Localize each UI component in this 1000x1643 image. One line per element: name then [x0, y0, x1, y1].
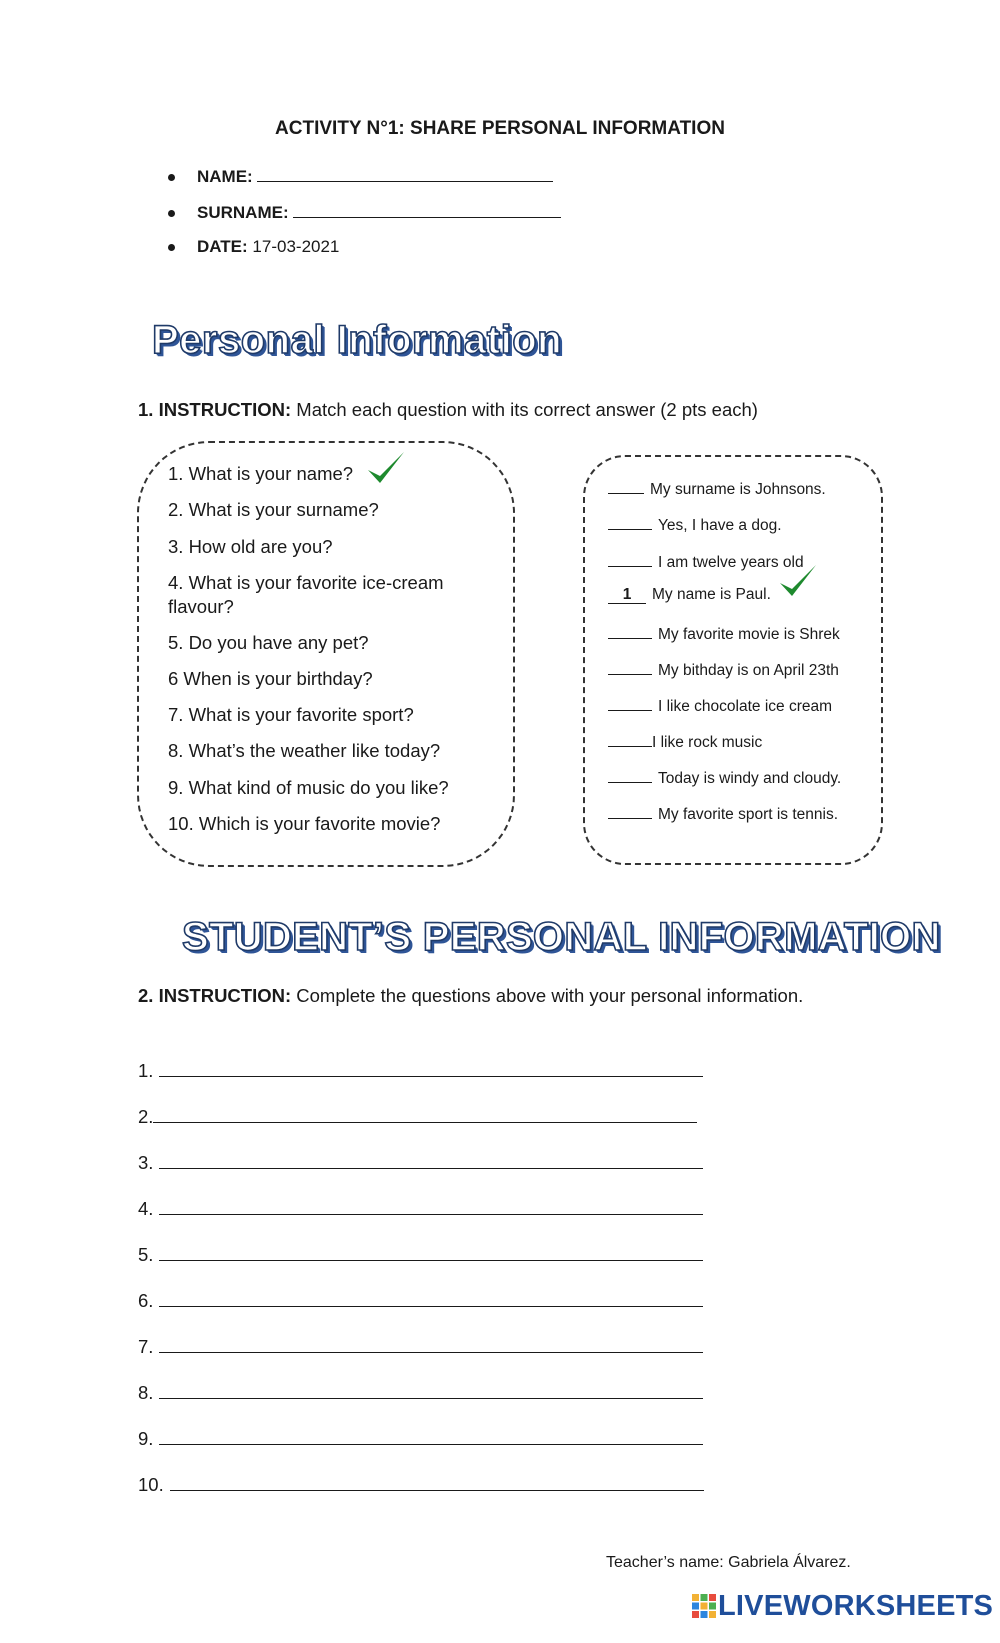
answer-blank[interactable] — [608, 513, 652, 530]
bullet-icon — [168, 244, 175, 251]
instruction-1-label: 1. INSTRUCTION: — [138, 399, 292, 420]
answer-row — [608, 658, 839, 680]
answer-text: My favorite movie is Shrek — [658, 626, 840, 643]
answer-row — [608, 622, 840, 644]
question-5: 5. Do you have any pet? — [168, 632, 369, 653]
answer-blank[interactable] — [608, 622, 652, 639]
instruction-2-label: 2. INSTRUCTION: — [138, 985, 292, 1006]
name-label: NAME: — [197, 167, 253, 186]
logo-grid-icon — [692, 1594, 716, 1618]
answer-text: I like rock music — [652, 734, 763, 751]
answer-row — [608, 694, 832, 716]
answer-line-3 — [138, 1150, 703, 1174]
answer-text: My favorite sport is tennis. — [658, 806, 839, 823]
answer-row — [608, 730, 762, 752]
surname-label: SURNAME: — [197, 203, 289, 222]
question-3: 3. How old are you? — [168, 536, 333, 557]
answer-line-input[interactable] — [159, 1426, 703, 1445]
answer-text: My surname is Johnsons. — [650, 481, 826, 498]
answer-line-10 — [138, 1472, 704, 1496]
name-input[interactable] — [257, 165, 553, 182]
answer-blank[interactable] — [608, 477, 644, 494]
name-field — [168, 165, 553, 187]
instruction-2 — [138, 985, 803, 1007]
answer-blank[interactable] — [608, 766, 652, 783]
line-number: 1. — [138, 1060, 154, 1081]
answer-line-9 — [138, 1426, 703, 1450]
page-title: ACTIVITY N°1: SHARE PERSONAL INFORMATION — [275, 118, 725, 139]
line-number: 3. — [138, 1152, 154, 1173]
date-value: 17-03-2021 — [252, 237, 340, 256]
answer-line-input[interactable] — [159, 1288, 703, 1307]
answer-row — [608, 513, 782, 535]
line-number: 10. — [138, 1474, 164, 1495]
date-field — [168, 237, 339, 257]
line-number: 4. — [138, 1198, 154, 1219]
question-7: 7. What is your favorite sport? — [168, 704, 414, 725]
liveworksheets-logo — [692, 1590, 993, 1623]
line-number: 8. — [138, 1382, 154, 1403]
question-10: 10. Which is your favorite movie? — [168, 813, 441, 834]
answer-line-input[interactable] — [159, 1058, 703, 1077]
answer-line-input[interactable] — [159, 1334, 703, 1353]
answer-line-4 — [138, 1196, 703, 1220]
line-number: 2. — [138, 1106, 154, 1127]
surname-input[interactable] — [293, 201, 561, 218]
question-1: 1. What is your name? — [168, 463, 354, 484]
section2-heading: STUDENT’S PERSONAL INFORMATION — [182, 915, 941, 959]
answer-text: Yes, I have a dog. — [658, 517, 782, 534]
answer-blank[interactable] — [608, 730, 652, 747]
answer-line-1 — [138, 1058, 703, 1082]
answer-line-input[interactable] — [170, 1472, 704, 1491]
question-9: 9. What kind of music do you like? — [168, 777, 449, 798]
answer-line-input[interactable] — [159, 1242, 703, 1261]
answer-line-6 — [138, 1288, 703, 1312]
answer-row — [608, 477, 826, 499]
answer-line-2 — [138, 1104, 697, 1128]
answer-line-input[interactable] — [159, 1196, 703, 1215]
bullet-icon — [168, 174, 175, 181]
answer-blank[interactable] — [608, 550, 652, 567]
date-label: DATE: — [197, 237, 248, 256]
answer-blank[interactable]: 1 — [608, 587, 646, 604]
teacher-name: Teacher’s name: Gabriela Álvarez. — [606, 1554, 851, 1571]
check-icon — [366, 448, 406, 488]
instruction-1 — [138, 399, 758, 421]
answer-line-7 — [138, 1334, 703, 1358]
answer-text: I like chocolate ice cream — [658, 698, 833, 715]
answer-line-input[interactable] — [153, 1104, 697, 1123]
line-number: 5. — [138, 1244, 154, 1265]
answer-text: Today is windy and cloudy. — [658, 770, 842, 787]
logo-text: LIVEWORKSHEETS — [718, 1590, 994, 1622]
answer-row — [608, 586, 771, 604]
section1-heading: Personal Information — [152, 318, 563, 362]
bullet-icon — [168, 210, 175, 217]
line-number: 6. — [138, 1290, 154, 1311]
check-icon — [778, 561, 818, 601]
answer-text: My bithday is on April 23th — [658, 662, 839, 679]
answer-line-8 — [138, 1380, 703, 1404]
line-number: 7. — [138, 1336, 154, 1357]
question-2: 2. What is your surname? — [168, 499, 379, 520]
answer-row — [608, 802, 838, 824]
answer-blank[interactable] — [608, 694, 652, 711]
answer-row — [608, 766, 841, 788]
instruction-1-text: Match each question with its correct answer (2 pts each) — [291, 399, 758, 420]
surname-field — [168, 201, 561, 223]
answer-row — [608, 550, 804, 572]
line-number: 9. — [138, 1428, 154, 1449]
instruction-2-text: Complete the questions above with your personal information. — [291, 985, 804, 1006]
question-4: 4. What is your favorite ice-cream flavour? — [168, 572, 444, 617]
answer-text: I am twelve years old — [658, 554, 804, 571]
answer-line-input[interactable] — [159, 1150, 703, 1169]
answer-line-input[interactable] — [159, 1380, 703, 1399]
answer-text: My name is Paul. — [652, 586, 771, 603]
answer-blank[interactable] — [608, 658, 652, 675]
question-8: 8. What’s the weather like today? — [168, 740, 441, 761]
answer-blank[interactable] — [608, 802, 652, 819]
answer-line-5 — [138, 1242, 703, 1266]
question-6: 6 When is your birthday? — [168, 668, 373, 689]
